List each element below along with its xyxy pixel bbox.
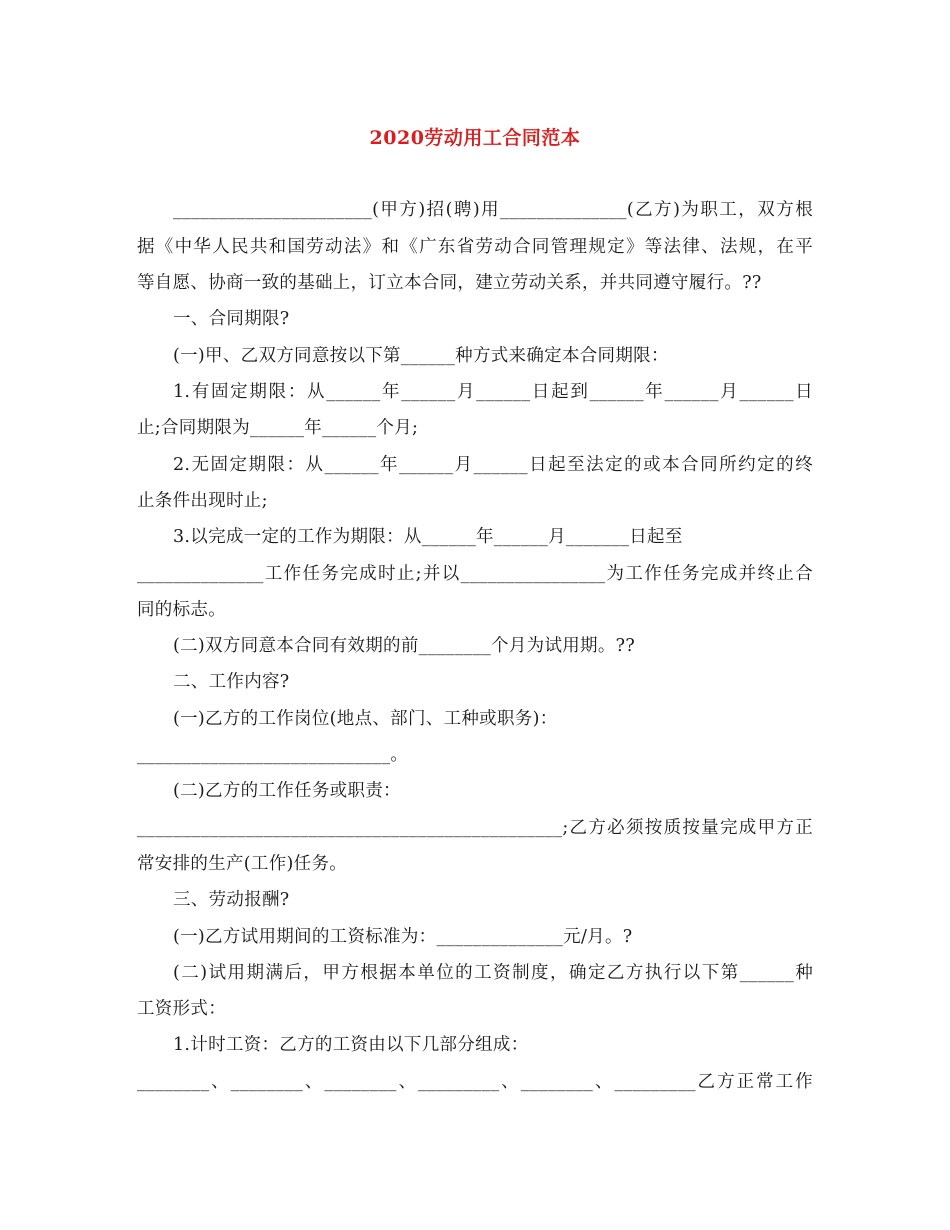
paragraph-line: 止;合同期限为______年______个月; <box>137 418 419 438</box>
paragraph-line: (二)试用期满后，甲方根据本单位的工资制度，确定乙方执行以下第______种 <box>173 963 813 983</box>
paragraph-line: ________、________、________、_________、________、_________乙方正常工作 <box>137 1072 813 1092</box>
paragraph-line: 止条件出现时止; <box>137 491 268 511</box>
section-heading: 二、工作内容? <box>173 672 290 692</box>
paragraph-line: 等自愿、协商一致的基础上，订立本合同，建立劳动关系，并共同遵守履行。?? <box>137 273 762 293</box>
paragraph-line: ______________工作任务完成时止;并以________________为工作任务完成并终止合 <box>137 564 813 584</box>
section-heading: 三、劳动报酬? <box>173 890 290 910</box>
paragraph-line: 同的标志。 <box>137 600 226 620</box>
document-title: 2020劳动用工合同范本 <box>369 127 581 149</box>
paragraph-line: 常安排的生产(工作)任务。 <box>137 854 348 874</box>
paragraph-line: (二)乙方的工作任务或职责： <box>173 781 401 801</box>
paragraph-line: 1.有固定期限：从______年______月______日起到______年______月______日 <box>173 382 813 402</box>
paragraph-line: 1.计时工资：乙方的工资由以下几部分组成： <box>173 1035 529 1055</box>
section-heading: 一、合同期限? <box>173 309 290 329</box>
paragraph-line: 2.无固定期限：从______年______月______日起至法定的或本合同所约定的终 <box>173 455 813 475</box>
paragraph-line: 据《中华人民共和国劳动法》和《广东省劳动合同管理规定》等法律、法规，在平 <box>137 237 813 257</box>
paragraph-line: _______________________________________________;乙方必须按质按量完成甲方正 <box>137 818 813 838</box>
paragraph-line: 3.以完成一定的工作为期限：从______年______月_______日起至 <box>173 527 683 547</box>
paragraph-line: (一)甲、乙双方同意按以下第______种方式来确定本合同期限： <box>173 346 669 366</box>
paragraph-line: (二)双方同意本合同有效期的前________个月为试用期。?? <box>173 636 636 656</box>
paragraph-line: 工资形式： <box>137 999 226 1019</box>
paragraph-line: (一)乙方试用期间的工资标准为：______________元/月。? <box>173 927 633 947</box>
paragraph-line: ____________________________。 <box>137 745 409 765</box>
paragraph-line: ______________________(甲方)招(聘)用______________(乙方)为职工，双方根 <box>173 200 813 220</box>
paragraph-line: (一)乙方的工作岗位(地点、部门、工种或职务)： <box>173 709 558 729</box>
